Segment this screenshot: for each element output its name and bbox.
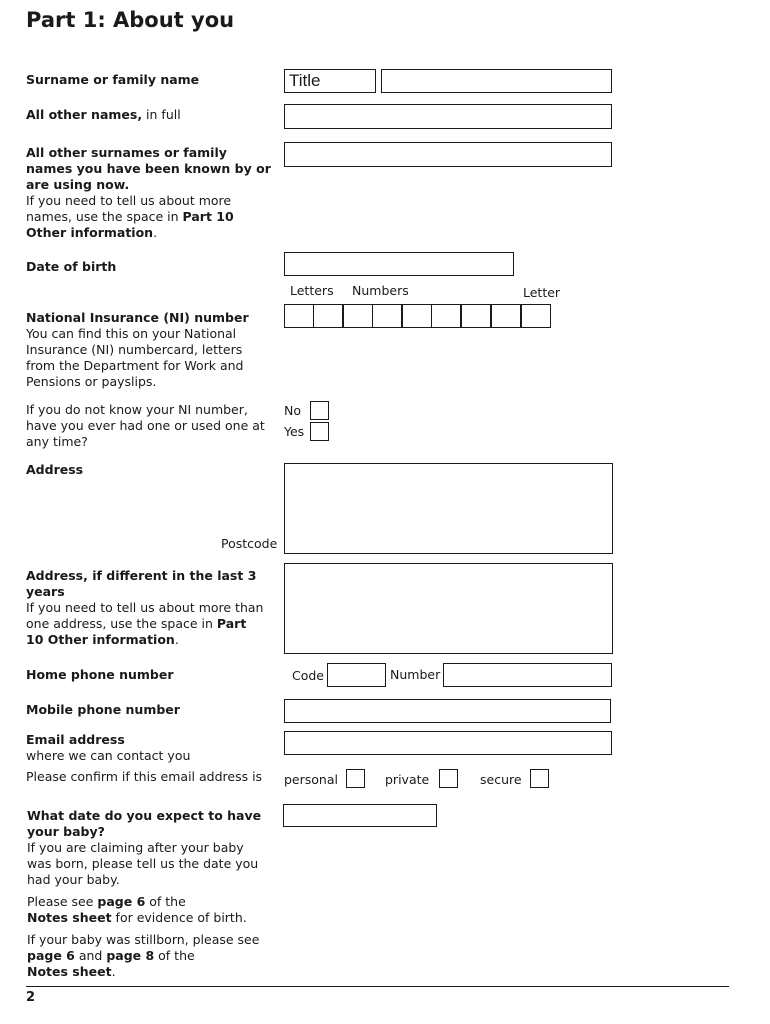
ni-unknown-no-checkbox[interactable] (310, 401, 329, 420)
prev-address-label: Address, if different in the last 3 years If you need to tell us about more than one address, use the space in Part 10 Other information. (26, 568, 264, 647)
page-title: Part 1: About you (26, 8, 235, 32)
home-phone-code-field[interactable] (327, 663, 386, 687)
email-secure-checkbox[interactable] (530, 769, 549, 788)
mobile-field[interactable] (284, 699, 611, 723)
ni-unknown-no-label: No (284, 403, 301, 418)
home-phone-number-field[interactable] (443, 663, 612, 687)
baby-notes-see: Please see page 6 of the Notes sheet for evidence of birth. (27, 894, 247, 925)
address-field[interactable] (284, 463, 613, 554)
email-secure-label: secure (480, 772, 522, 787)
email-confirm-label: Please confirm if this email address is (26, 769, 263, 784)
ni-label: National Insurance (NI) number You can find this on your National Insurance (NI) numbercard, letters from the Department for Work and Pensions or payslips. (26, 310, 249, 389)
home-phone-code-label: Code (292, 668, 325, 683)
ni-cell[interactable] (491, 304, 521, 328)
ni-cell[interactable] (343, 304, 373, 328)
title-field[interactable]: Title (284, 69, 376, 93)
address-label: Address (26, 462, 84, 477)
email-personal-label: personal (284, 772, 338, 787)
footer-rule (26, 986, 729, 987)
other-names-label: All other names, in full (26, 107, 181, 122)
ni-cell[interactable] (402, 304, 432, 328)
email-label: Email address where we can contact you (26, 732, 191, 763)
dob-label: Date of birth (26, 259, 117, 274)
baby-stillborn-note: If your baby was stillborn, please see page 6 and page 8 of the Notes sheet. (27, 932, 260, 979)
ni-number-field[interactable] (284, 304, 552, 328)
email-private-label: private (385, 772, 430, 787)
home-phone-label: Home phone number (26, 667, 174, 682)
postcode-label: Postcode (221, 536, 278, 551)
ni-cell[interactable] (461, 304, 491, 328)
ni-cell[interactable] (431, 304, 461, 328)
ni-unknown-yes-label: Yes (284, 424, 305, 439)
ni-unknown-question: If you do not know your NI number, have you ever had one or used one at any time? (26, 402, 265, 449)
ni-cell[interactable] (313, 304, 343, 328)
surname-field[interactable] (381, 69, 612, 93)
dob-field[interactable] (284, 252, 514, 276)
surname-label: Surname or family name (26, 72, 200, 87)
ni-cell[interactable] (372, 304, 402, 328)
email-field[interactable] (284, 731, 612, 755)
other-names-field[interactable] (284, 104, 612, 129)
baby-date-field[interactable] (283, 804, 437, 827)
baby-date-label: What date do you expect to have your baby? If you are claiming after your baby was born, please tell us the date you had your baby. (27, 808, 262, 887)
other-surnames-label: All other surnames or family names you have been known by or are using now. If you need to tell us about more names, use the space in Part 10 Other information. (26, 145, 271, 240)
home-phone-number-label: Number (390, 667, 441, 682)
page-number: 2 (26, 990, 36, 1005)
other-surnames-field[interactable] (284, 142, 612, 167)
email-personal-checkbox[interactable] (346, 769, 365, 788)
ni-letters-header: Letters (290, 283, 334, 298)
ni-letter-header: Letter (523, 285, 561, 300)
ni-unknown-yes-checkbox[interactable] (310, 422, 329, 441)
ni-cell[interactable] (521, 304, 551, 328)
ni-numbers-header: Numbers (352, 283, 409, 298)
ni-cell[interactable] (284, 304, 314, 328)
prev-address-field[interactable] (284, 563, 613, 654)
email-private-checkbox[interactable] (439, 769, 458, 788)
mobile-label: Mobile phone number (26, 702, 180, 717)
